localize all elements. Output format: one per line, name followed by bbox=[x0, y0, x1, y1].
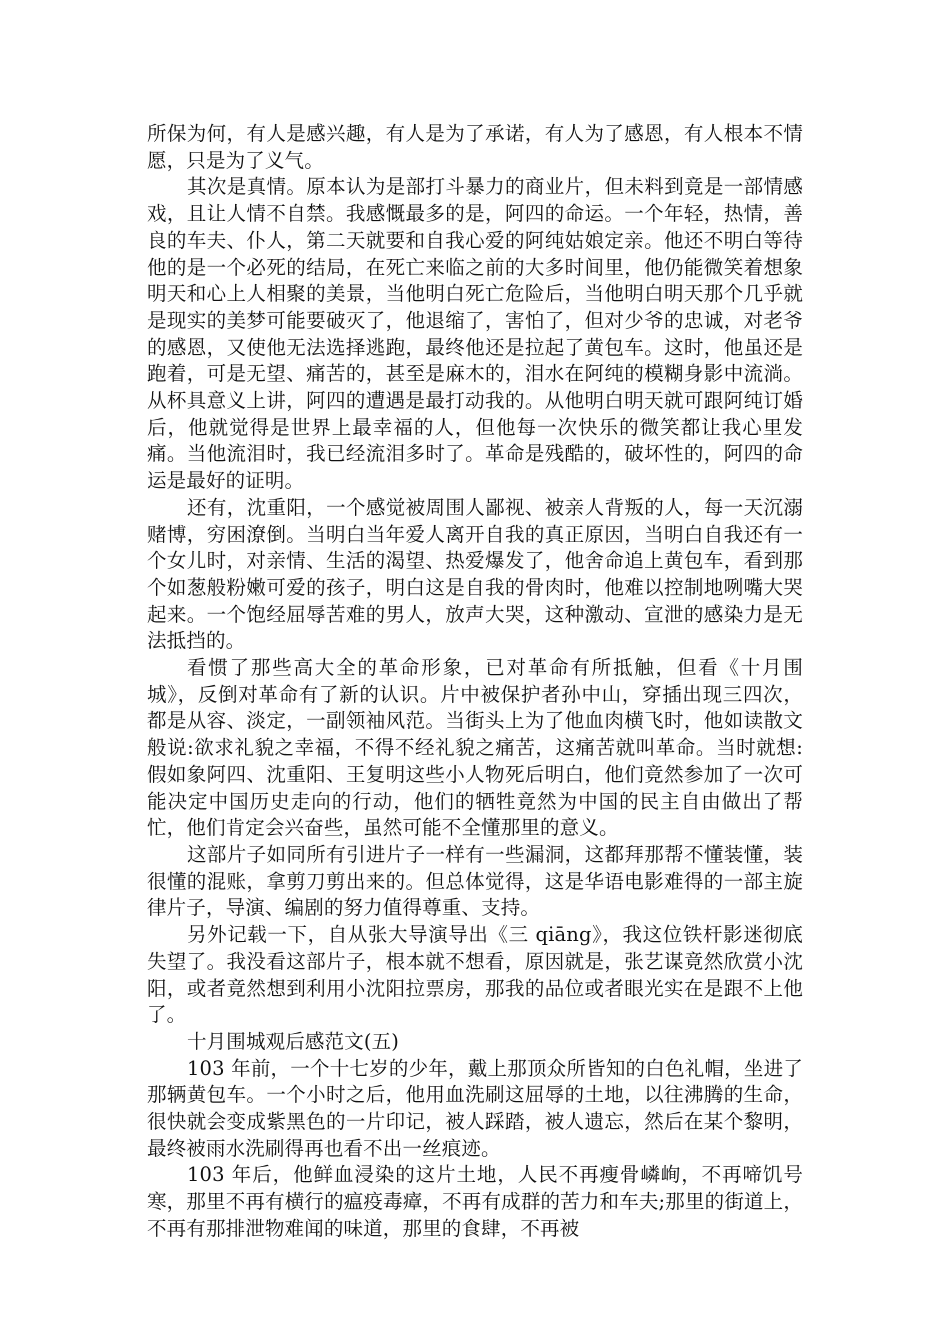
paragraph-revolution-view: 看惯了那些高大全的革命形象，已对革命有所抵触，但看《十月围城》，反倒对革命有了新的认识。片中被保护者孙中山，穿插出现三四次，都是从容、淡定，一副领袖风范。当街头上为了他血肉横飞时，他如读散文般说:欲求礼貌之幸福，不得不经礼貌之痛苦，这痛苦就叫革命。当时就想:假如象阿四、沈重阳、王复明这些小人物死后明白，他们竟然参加了一次可能决定中国历史走向的行动，他们的牺牲竟然为中国的民主自由做出了帮忙，他们肯定会兴奋些，虽然可能不全懂那里的意义。 bbox=[147, 656, 803, 840]
section-heading: 十月围城观后感范文(五) bbox=[187, 1029, 400, 1053]
paragraph-103-years-later: 103 年后，他鲜血浸染的这片土地，人民不再瘦骨嶙峋，不再啼饥号寒，那里不再有横行的瘟疫毒瘴，不再有成群的苦力和车夫;那里的街道上，不再有那排泄物难闻的味道，那里的食肆，不再被 bbox=[147, 1163, 803, 1240]
paragraph-side-note: 另外记载一下，自从张大导演导出《三 qiāng》，我这位铁杆影迷彻底失望了。我没看这部片子，根本就不想看，原因就是，张艺谋竟然欣赏小沈阳，或者竟然想到利用小沈阳拉票房，那我的品位或者眼光实在是跟不上他了。 bbox=[147, 923, 803, 1027]
paragraph-true-feelings: 其次是真情。原本认为是部打斗暴力的商业片，但未料到竟是一部情感戏，且让人情不自禁。我感慨最多的是，阿四的命运。一个年轻，热情，善良的车夫、仆人，第二天就要和自我心爱的阿纯姑娘定亲。他还不明白等待他的是一个必死的结局，在死亡来临之前的大多时间里，他仍能微笑着想象明天和心上人相聚的美景，当他明白死亡危险后，当他明白明天那个几乎就是现实的美梦可能要破灭了，他退缩了，害怕了，但对少爷的忠诚，对老爷的感恩，又使他无法选择逃跑，最终他还是拉起了黄包车。这时，他虽还是跑着，可是无望、痛苦的，甚至是麻木的，泪水在阿纯的模糊身影中流淌。从杯具意义上讲，阿四的遭遇是最打动我的。从他明白明天就可跟阿纯订婚后，他就觉得是世界上最幸福的人，但他每一次快乐的微笑都让我心里发痛。当他流泪时，我已经流泪多时了。革命是残酷的，破坏性的，阿四的命运是最好的证明。 bbox=[147, 175, 803, 493]
paragraph-film-flaws: 这部片子如同所有引进片子一样有一些漏洞，这都拜那帮不懂装懂，装很懂的混账，拿剪刀剪出来的。但总体觉得，这是华语电影难得的一部主旋律片子，导演、编剧的努力值得尊重、支持。 bbox=[147, 842, 803, 920]
paragraph-103-years-ago: 103 年前，一个十七岁的少年，戴上那顶众所皆知的白色礼帽，坐进了那辆黄包车。一个小时之后，他用血洗刷这屈辱的土地，以往沸腾的生命，很快就会变成紫黑色的一片印记，被人踩踏，被人遗忘，然后在某个黎明，最终被雨水洗刷得再也看不出一丝痕迹。 bbox=[147, 1056, 803, 1160]
paragraph-shen-chongyang: 还有，沈重阳，一个感觉被周围人鄙视、被亲人背叛的人，每一天沉溺赌博，穷困潦倒。当明白当年爱人离开自我的真正原因，当明白自我还有一个女儿时，对亲情、生活的渴望、热爱爆发了，他舍命追上黄包车，看到那个如葱般粉嫩可爱的孩子，明白这是自我的骨肉时，他难以控制地咧嘴大哭起来。一个饱经屈辱苦难的男人，放声大哭，这种激动、宣泄的感染力是无法抵挡的。 bbox=[147, 495, 803, 653]
document-body bbox=[147, 121, 803, 1243]
paragraph-intro-continued: 所保为何，有人是感兴趣，有人是为了承诺，有人为了感恩，有人根本不情愿，只是为了义气。 bbox=[147, 122, 803, 172]
